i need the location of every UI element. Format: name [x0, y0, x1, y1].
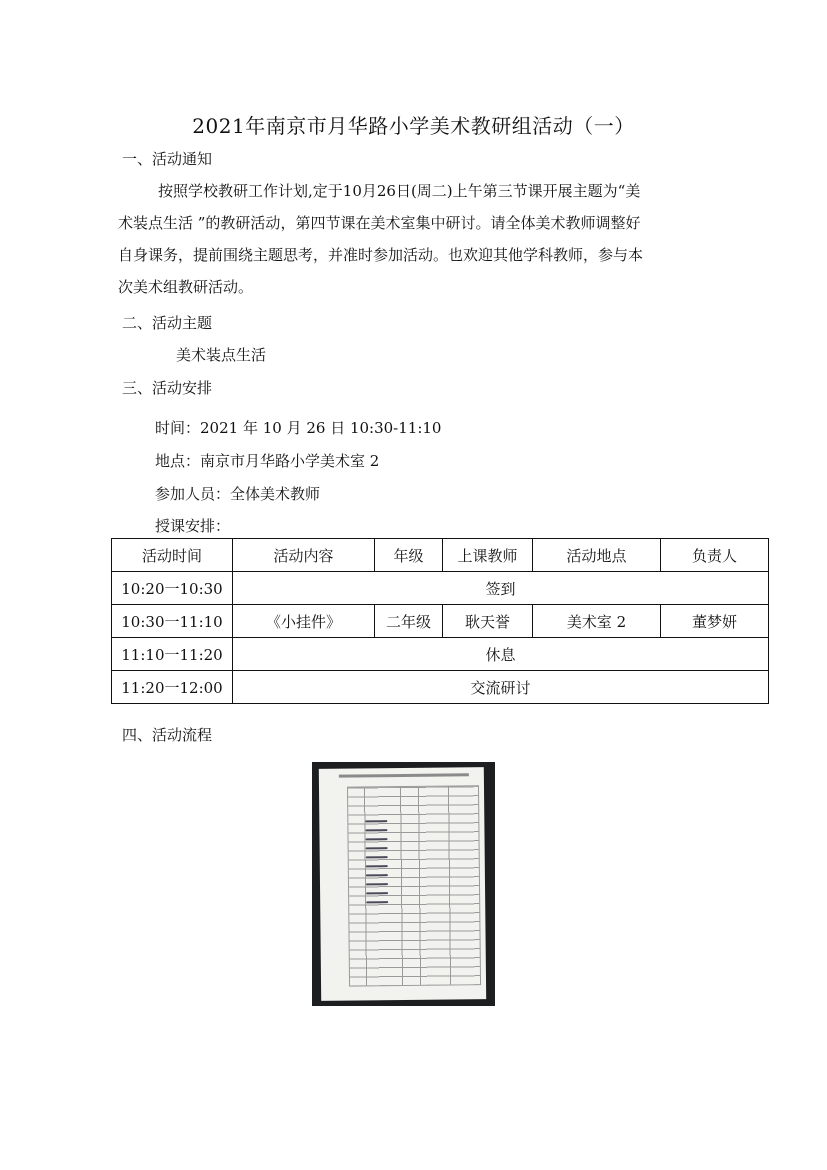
signature-mark — [366, 874, 388, 876]
table-header-row — [112, 539, 769, 572]
place-line: 地点：南京市月华路小学美术室 2 — [155, 452, 380, 470]
header-cell: 活动时间 — [112, 539, 233, 572]
header-cell: 活动地点 — [533, 539, 661, 572]
header-cell: 年级 — [375, 539, 443, 572]
signature-mark — [365, 829, 387, 831]
content-cell: 《小挂件》 — [233, 605, 375, 638]
signature-mark — [366, 883, 388, 885]
table-row — [112, 605, 769, 638]
signature-mark — [366, 847, 388, 849]
owner-cell: 董梦妍 — [661, 605, 769, 638]
time-cell: 10:20一10:30 — [112, 572, 233, 605]
table-row — [112, 572, 769, 605]
page-title: 2021年南京市月华路小学美术教研组活动（一） — [192, 114, 635, 138]
signature-mark — [366, 865, 388, 867]
people-line: 参加人员：全体美术教师 — [155, 485, 321, 503]
header-cell: 活动内容 — [233, 539, 375, 572]
process-heading: 四、活动流程 — [122, 726, 213, 744]
header-cell: 负责人 — [661, 539, 769, 572]
time-cell: 11:20一12:00 — [112, 671, 233, 704]
content-cell: 交流研讨 — [233, 671, 769, 704]
signature-mark — [366, 892, 388, 894]
content-cell: 休息 — [233, 638, 769, 671]
sheet-grid — [347, 785, 481, 986]
schedule-table — [111, 538, 769, 704]
header-cell: 上课教师 — [443, 539, 533, 572]
table-row — [112, 671, 769, 704]
notice-heading: 一、活动通知 — [122, 150, 213, 168]
lesson-line: 授课安排： — [155, 517, 231, 535]
table-row — [112, 638, 769, 671]
time-cell: 10:30一11:10 — [112, 605, 233, 638]
notice-paragraph — [118, 175, 718, 303]
arrangement-heading: 三、活动安排 — [122, 379, 213, 397]
signature-mark — [366, 901, 388, 903]
sign-in-sheet-photo — [312, 762, 495, 1006]
signature-mark — [365, 820, 387, 822]
time-line: 时间：2021 年 10 月 26 日 10:30-11:10 — [155, 419, 442, 437]
content-cell: 签到 — [233, 572, 769, 605]
grade-cell: 二年级 — [375, 605, 443, 638]
theme-heading: 二、活动主题 — [122, 314, 213, 332]
notice-line: 自身课务，提前围绕主题思考，并准时参加活动。也欢迎其他学科教师，参与本 — [118, 246, 644, 264]
notice-line: 次美术组教研活动。 — [118, 278, 254, 296]
place-cell: 美术室 2 — [533, 605, 661, 638]
notice-line: 术装点生活 ”的教研活动，第四节课在美术室集中研讨。请全体美术教师调整好 — [118, 214, 641, 232]
theme-text: 美术装点生活 — [176, 346, 267, 364]
teacher-cell: 耿天誉 — [443, 605, 533, 638]
notice-line: 按照学校教研工作计划,定于10月26日(周二)上午第三节课开展主题为“美 — [158, 182, 641, 200]
sheet-title-mark — [339, 773, 469, 777]
signature-mark — [366, 856, 388, 858]
time-cell: 11:10一11:20 — [112, 638, 233, 671]
sign-in-sheet-paper — [319, 767, 486, 1001]
signature-mark — [366, 838, 388, 840]
